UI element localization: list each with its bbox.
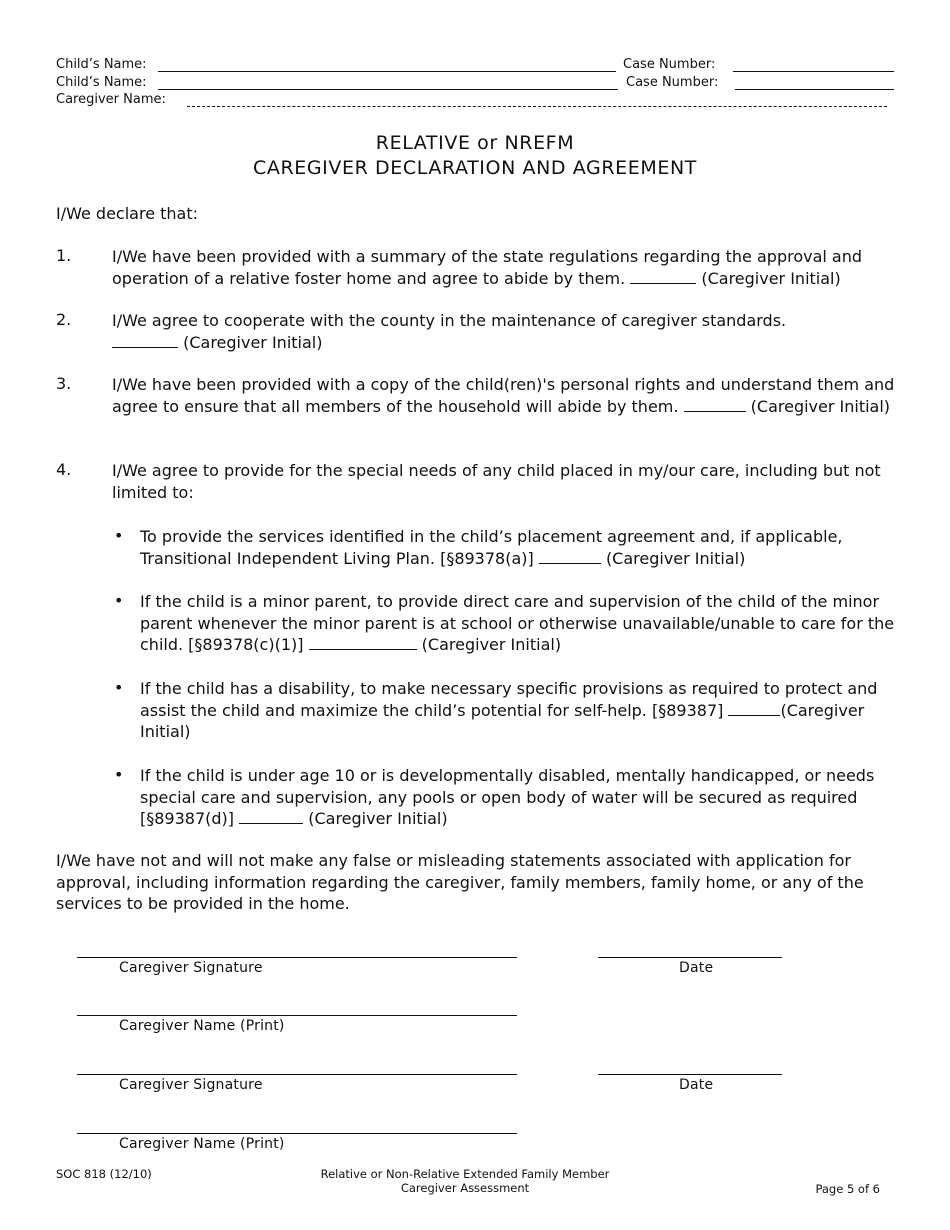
bullet-1 (140, 526, 900, 569)
print-name-line-2[interactable] (77, 1133, 517, 1134)
item-3 (112, 374, 902, 417)
bullet-1-dot: • (114, 526, 124, 545)
print-name-label-2: Caregiver Name (Print) (119, 1136, 285, 1152)
bullet-3-text: If the child has a disability, to make necessary specific provisions as required to protect and assist the child and maximize the child’s potential for self-help. [§89387] (140, 679, 878, 720)
item-1 (112, 246, 902, 289)
childs-name-label-2: Child’s Name: (56, 75, 147, 90)
form-id: SOC 818 (12/10) (56, 1167, 152, 1181)
print-name-line-1[interactable] (77, 1015, 517, 1016)
item-2 (112, 310, 902, 353)
case-number-field-2[interactable] (735, 89, 894, 90)
item-1-number: 1. (56, 246, 72, 265)
item-4-text: I/We agree to provide for the special needs of any child placed in my/our care, including but not limited to: (112, 461, 881, 502)
bullet-2 (140, 591, 900, 656)
item-3-text: I/We have been provided with a copy of the child(ren)'s personal rights and understand them and agree to ensure that all members of the household will abide by them. (112, 375, 895, 416)
signature-label-1: Caregiver Signature (119, 960, 263, 976)
case-number-label-1: Case Number: (623, 57, 716, 72)
date-label-2: Date (679, 1077, 714, 1093)
item-4-number: 4. (56, 460, 72, 479)
childs-name-field-1[interactable] (158, 71, 616, 72)
bullet-2-initial-label: (Caregiver Initial) (421, 635, 562, 654)
bullet-1-initial-label: (Caregiver Initial) (605, 548, 746, 568)
date-label-1: Date (679, 960, 714, 976)
bullet-3-initial-label: (Caregiver Initial) (140, 700, 865, 741)
bullet-4 (140, 765, 900, 830)
item-3-number: 3. (56, 374, 72, 393)
case-number-field-1[interactable] (733, 71, 894, 72)
bullet-2-text: If the child is a minor parent, to provide direct care and supervision of the child of the minor parent whenever the minor parent is at school or otherwise unavailable/unable to care for the child. [§89378(c)(1)] (140, 592, 895, 654)
date-line-2[interactable] (598, 1074, 782, 1075)
item-3-initial-label: (Caregiver Initial) (750, 396, 891, 416)
item-2-number: 2. (56, 310, 72, 329)
bullet-4-dot: • (114, 765, 124, 784)
print-name-label-1: Caregiver Name (Print) (119, 1018, 285, 1034)
date-line-1[interactable] (598, 957, 782, 958)
caregiver-name-field[interactable] (187, 106, 887, 107)
item-1-text: I/We have been provided with a summary of the state regulations regarding the approval and operation of a relative foster home and agree to abide by them. (112, 247, 863, 288)
caregiver-name-label: Caregiver Name: (56, 92, 166, 107)
intro-text: I/We declare that: (56, 204, 199, 223)
case-number-label-2: Case Number: (626, 75, 719, 90)
item-2-initial-label: (Caregiver Initial) (183, 332, 323, 352)
bullet-4-text: If the child is under age 10 or is developmentally disabled, mentally handicapped, or needs special care and supervision, any pools or open body of water will be secured as required [§89387(d)] (140, 766, 875, 828)
item-1-initial-label: (Caregiver Initial) (701, 268, 841, 288)
closing-statement: I/We have not and will not make any false or misleading statements associated with application for approval, including information regarding the caregiver, family members, family home, or any of the services to be provided in the home. (56, 851, 864, 913)
bullet-2-dot: • (114, 591, 124, 610)
title-line-1: RELATIVE or NREFM (375, 132, 575, 154)
footer-center (290, 1167, 640, 1195)
bullet-4-initial-field[interactable] (239, 809, 303, 824)
bullet-1-text: To provide the services identified in the child’s placement agreement and, if applicable, Transitional Independent Living Plan. [§89378(a)] (140, 527, 843, 568)
item-2-text: I/We agree to cooperate with the county in the maintenance of caregiver standards. (112, 311, 787, 330)
footer-center-line-1: Relative or Non-Relative Extended Family Member (320, 1167, 610, 1181)
bullet-3-initial-field[interactable] (728, 701, 780, 716)
bullet-4-initial-label: (Caregiver Initial) (308, 809, 448, 828)
page-number: Page 5 of 6 (815, 1182, 880, 1196)
bullet-1-initial-field[interactable] (539, 549, 601, 564)
bullet-2-initial-field[interactable] (309, 635, 417, 650)
signature-line-2[interactable] (77, 1074, 517, 1075)
item-3-initial-field[interactable] (684, 397, 746, 412)
bullet-3-dot: • (114, 678, 124, 697)
bullet-3 (140, 678, 900, 743)
footer-center-line-2: Caregiver Assessment (400, 1181, 530, 1195)
signature-line-1[interactable] (77, 957, 517, 958)
childs-name-label-1: Child’s Name: (56, 57, 147, 72)
title-line-2: CAREGIVER DECLARATION AND AGREEMENT (252, 157, 698, 179)
item-2-initial-field[interactable] (112, 333, 178, 348)
signature-label-2: Caregiver Signature (119, 1077, 263, 1093)
item-1-initial-field[interactable] (630, 269, 696, 284)
childs-name-field-2[interactable] (158, 89, 618, 90)
